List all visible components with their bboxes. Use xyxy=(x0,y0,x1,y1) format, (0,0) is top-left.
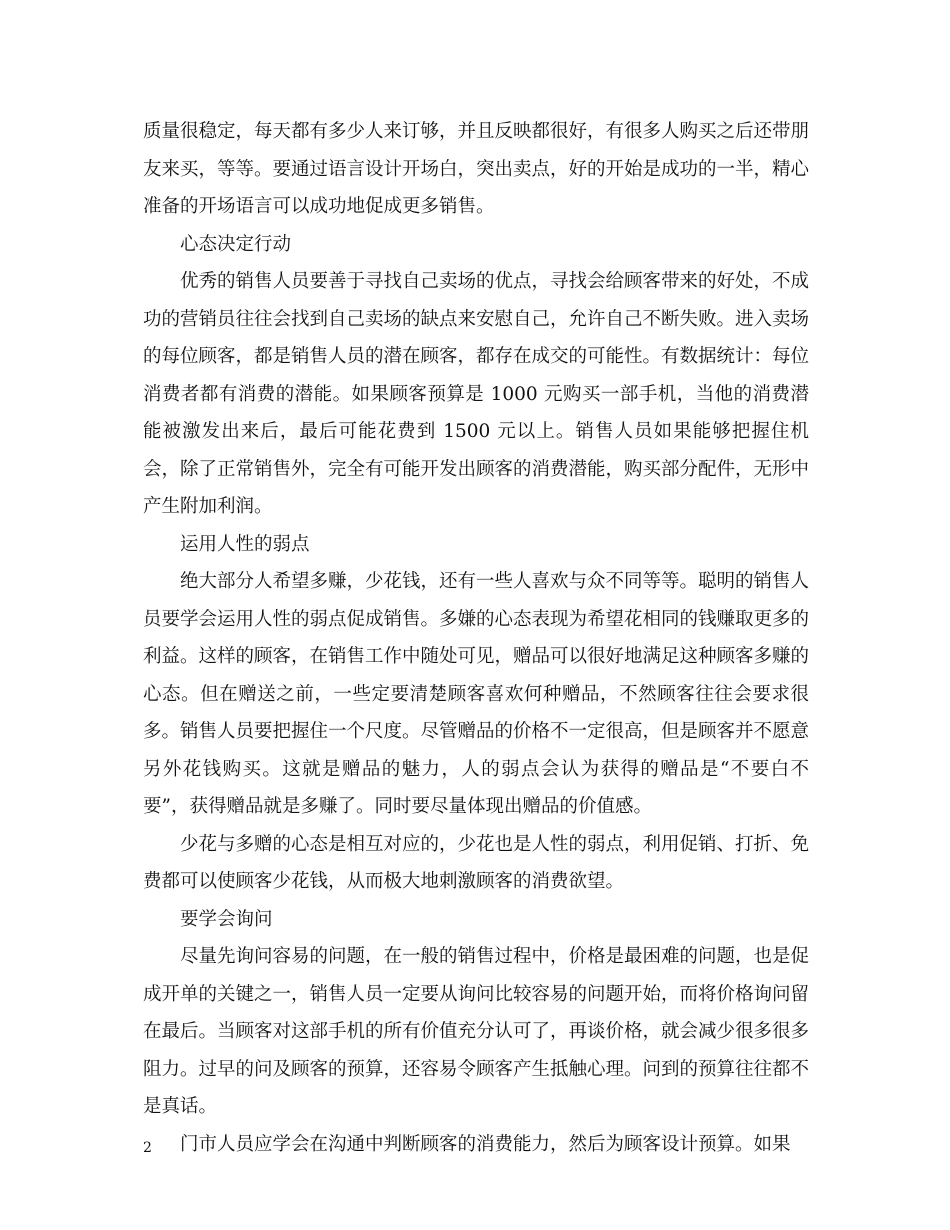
paragraph-mindset: 优秀的销售人员要善于寻找自己卖场的优点，寻找会给顾客带来的好处，不成功的营销员往往会找到自己卖场的缺点来安慰自己，允许自己不断失败。进入卖场的每位顾客，都是销售人员的潜在顾客，都存在成交的可能性。有数据统计：每位消费者都有消费的潜能。如果顾客预算是 1000 元购买一部手机，当他的消费潜能被激发出来后，最后可能花费到 1500 元以上。销售人员如果能够把握住机会，除了正常销售外，完全有可能开发出顾客的消费潜能，购买部分配件，无形中产生附加利润。 xyxy=(143,271,810,517)
paragraph-spend-less: 少花与多赠的心态是相互对应的，少花也是人性的弱点，利用促销、打折、免费都可以使顾客少花钱，从而极大地刺激顾客的消费欲望。 xyxy=(143,833,810,892)
section-heading-asking: 要学会询问 xyxy=(180,908,273,930)
paragraph-intro: 质量很稳定，每天都有多少人来订够，并且反映都很好，有很多人购买之后还带朋友来买，等等。要通过语言设计开场白，突出卖点，好的开始是成功的一半，精心准备的开场语言可以成功地促成更多销售。 xyxy=(143,121,810,217)
paragraph-human-weakness: 绝大部分人希望多赚，少花钱，还有一些人喜欢与众不同等等。聪明的销售人员要学会运用人性的弱点促成销售。多嫌的心态表现为希望花相同的钱赚取更多的利益。这样的顾客，在销售工作中随处可见，赠品可以很好地满足这种顾客多赚的心态。但在赠送之前，一些定要清楚顾客喜欢何种赠品，不然顾客往往会要求很多。销售人员要把握住一个尺度。尽管赠品的价格不一定很高，但是顾客并不愿意另外花钱购买。这就是赠品的魅力，人的弱点会认为获得的赠品是“不要白不要”，获得赠品就是多赚了。同时要尽量体现出赠品的价值感。 xyxy=(143,571,810,817)
paragraph-budget: 门市人员应学会在沟通中判断顾客的消费能力，然后为顾客设计预算。如果 xyxy=(180,1133,791,1155)
paragraph-asking: 尽量先询问容易的问题，在一般的销售过程中，价格是最困难的问题，也是促成开单的关键之一，销售人员一定要从询问比较容易的问题开始，而将价格询问留在最后。当顾客对这部手机的所有价值充分认可了，再谈价格，就会减少很多很多阻力。过早的问及顾客的预算，还容易令顾客产生抵触心理。问到的预算往往都不是真话。 xyxy=(143,946,810,1117)
page-number: 2 xyxy=(143,1140,152,1156)
section-heading-mindset: 心态决定行动 xyxy=(180,233,292,255)
document-body xyxy=(143,113,809,1163)
section-heading-human-weakness: 运用人性的弱点 xyxy=(180,533,310,555)
